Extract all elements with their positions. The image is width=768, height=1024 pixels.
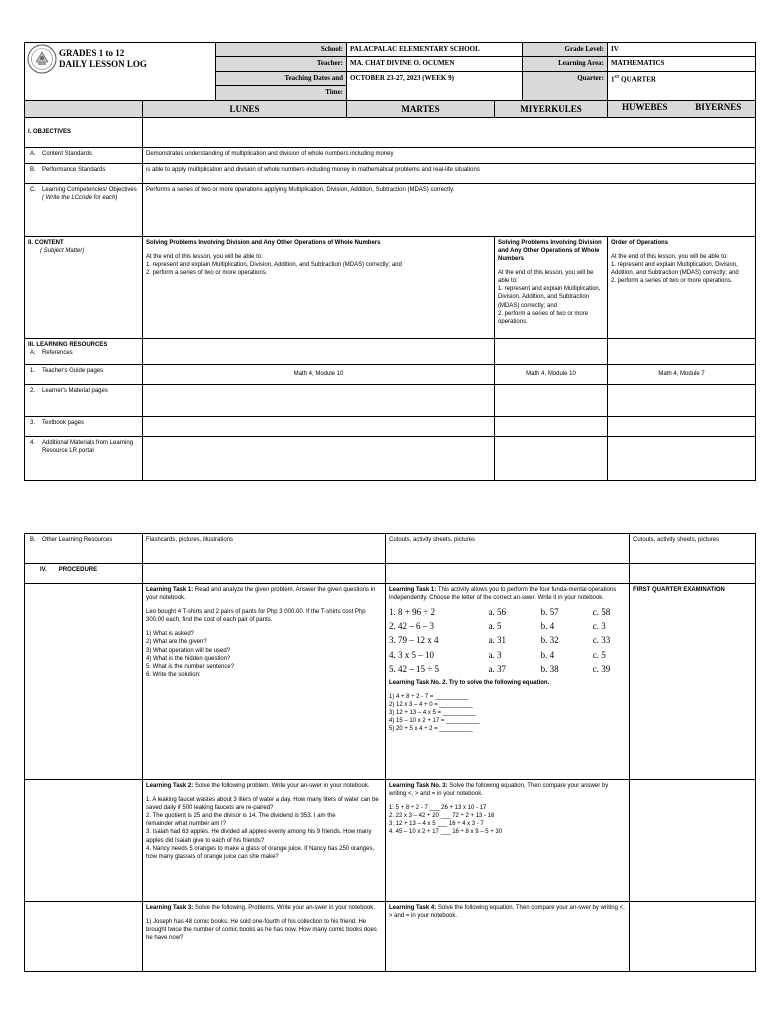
grade-label: Grade Level: [523,43,608,57]
other-resources-num: B. [30,537,36,543]
content-col3-title: Order of Operations [611,239,669,246]
dates-label-line1: Teaching Dates and [284,73,344,82]
mc-choice-a: a. 37 [488,663,507,674]
time-label: Time: [216,86,347,100]
mc-question: 2. 42 – 6 – 3 [389,621,434,632]
school-label: School: [216,43,347,57]
competencies-num: C. [30,186,36,193]
day-martes: MARTES [347,100,495,117]
content-col2-body: At the end of this lesson, you will be able to: 1. represent and explain Multiplication, Division, Addition, and Subtraction (MDAS) correctly; and 2. perform a series of two or more operations. [498,270,601,325]
school-value: PALACPALAC ELEMENTARY SCHOOL [347,43,523,57]
am-text: Additional Materials from Learning Resource LR portal [42,439,134,454]
content-standards-text: Content Standards [42,150,93,157]
day-miyerkules: MIYERKULES [495,100,608,117]
procedure-row3-label [25,902,143,972]
task3m-body: 1) Joseph has 48 comic books. He sold one-fourth of his collection to his friend. He brought twice the number of comic books as he has now. How many comic books does he have now? [146,919,377,942]
procedure-row2-label [25,780,143,902]
task3m-title: Learning Task 3: [146,905,194,911]
content-col2-title: Solving Problems Involving Division and Any Other Operations of Whole Numbers [498,239,602,263]
quarter-num: 1 [611,75,615,84]
dates-value: OCTOBER 23-27, 2023 (WEEK 9) [347,71,523,100]
mc-question: 1. 8 + 96 ÷ 2 [389,607,436,618]
competencies-label [25,183,143,236]
mc-choice-c: c. 3 [592,621,606,632]
task3w-intro: Solve the following equation. Then compare your answer by writing <, > and = in your notebook. [389,783,609,798]
procedure-row2-col3 [630,780,756,902]
tg-text: Teacher's Guide pages [42,367,104,374]
task1w-title: Learning Task 1: [389,587,437,593]
tg-col3: Math 4, Module 7 [608,364,756,384]
mc-choice-b: b. 57 [540,607,559,618]
references-num: A. [30,349,36,356]
content-col3-body: At the end of this lesson, you will be able to: 1. represent and explain Multiplication, Division, Addition, and Subtraction (MDAS) correctly; and 2. perform a series of two or more operations. [611,253,739,285]
task1-title: Learning Task 1: [146,587,194,593]
procedure-col1 [143,564,386,584]
other-resources-col1: Flashcards, pictures, illustrations [143,534,386,564]
mc-choice-a: a. 5 [488,621,502,632]
content-wednesday-thursday [495,236,608,338]
task3w-title: Learning Task No. 3: [389,783,448,789]
am-num: 4. [30,439,36,446]
mc-question: 3. 79 – 12 x 4 [389,635,439,646]
lesson-log-page-2 [24,533,756,972]
mc-choice-a: a. 56 [488,607,507,618]
lm-num: 2. [30,387,36,394]
deped-seal-icon [27,44,57,74]
task3w-body: 1. 5 + 8 ÷ 2 - 7 ___ 26 + 13 x 10 - 17 2. 22 x 3 – 42 + 20 ___ 72 ÷ 2 + 13 - 16 3. 12 + 13 – 4 x 5 ___ 16 ÷ 4 x 3 - 7 4. 45 – 10 x 2 + 17 ___ 16 ÷ 8 x 9 – 5 + 30 [389,805,503,836]
procedure-label [25,564,143,584]
task1-wednesday [386,584,630,780]
am-col1 [143,436,495,480]
other-resources-col3: Cutouts, activity sheets, pictures [630,534,756,564]
multiple-choice-table [389,605,626,676]
performance-standards-label [25,163,143,183]
lesson-log-page-1 [24,42,756,481]
mc-choice-a: a. 31 [488,635,507,646]
task4w-intro: Solve the following equation. Then compare your an-swer by writing <, > and = in your notebook. [389,905,625,920]
grade-value: IV [608,43,756,57]
quarter-label: Quarter: [523,71,608,100]
am-col3 [608,436,756,480]
procedure-row1-label [25,584,143,780]
am-label [25,436,143,480]
task1-problem: Leo bought 4 T-shirts and 2 pairs of pants for Php 3 000.00. If the T-shirts cost Php 300.00 each, find the cost of each pair of pants. [146,609,366,624]
procedure-col3 [630,564,756,584]
objectives-blank [143,117,756,147]
lm-label [25,384,143,416]
task2-title: Learning Task No. 2. Try to solve the following equation. [389,679,550,686]
area-value: MATHEMATICS [608,57,756,71]
day-huwebes: HUWEBES [622,101,668,112]
procedure-row3-col3 [630,902,756,972]
mc-question: 4. 3 x 5 – 10 [389,649,434,660]
mc-row [389,633,626,647]
mc-question: 5. 42 – 15 ÷ 5 [389,663,439,674]
tg-num: 1. [30,367,36,374]
performance-standards-num: B. [30,166,36,173]
quarter-rest: QUARTER [619,75,656,84]
header-logo-title [25,43,216,101]
tb-col1 [143,416,495,436]
mc-choice-c: c. 58 [592,607,611,618]
task3m-intro: Solve the following. Problems. Write your an-swer in your notebook. [193,905,375,911]
lm-col2 [495,384,608,416]
lm-text: Learner's Material pages [42,387,108,394]
mc-choice-c: c. 39 [592,663,611,674]
teacher-label: Teacher: [216,57,347,71]
content-standards-label [25,147,143,163]
lm-col1 [143,384,495,416]
other-resources-label [25,534,143,564]
resources-label-text: III. LEARNING RESOURCES [28,341,108,348]
task3-wednesday [386,780,630,902]
task2m-title: Learning Task 2: [146,783,194,789]
tg-label [25,364,143,384]
mc-row [389,605,626,619]
performance-standards-value: is able to apply multiplication and division of whole numbers including money in mathematical problems and real-life situations [143,163,756,183]
task2-equations: 1) 4 + 8 ÷ 2 - 7 = __________ 2) 12 x 3 – 4 + 0 = __________ 3) 12 + 13 – 4 x 5 = __________ 4) 15 – 10 x 2 + 17 = __________ 5) 20 + 5 x 4 ÷ 2 = __________ [389,693,480,733]
content-standards-num: A. [30,150,36,157]
task3-monday [143,902,386,972]
performance-standards-text: Performance Standards [42,166,106,173]
resources-col3 [608,338,756,364]
mc-row [389,619,626,633]
day-lunes: LUNES [143,100,347,117]
resources-col2 [495,338,608,364]
content-friday [608,236,756,338]
dates-label [216,71,347,85]
am-col2 [495,436,608,480]
procedure-col2 [386,564,630,584]
area-label: Learning Area: [523,57,608,71]
task1-intro: Read and analyze the given problem. Answer the given questions in your notebook. [146,587,376,602]
task4w-title: Learning Task 4: [389,905,437,911]
lm-col3 [608,384,756,416]
mc-choice-b: b. 38 [540,663,559,674]
content-standards-value: Demonstrates understanding of multiplication and division of whole numbers including money [143,147,756,163]
mc-row [389,662,626,676]
resources-col1 [143,338,495,364]
content-col1-body: At the end of this lesson, you will be able to: 1. represent and explain Multiplication, Division, Addition, and Subtraction (MDAS) correctly; and 2. perform a series of two or more operations. [146,253,402,277]
other-resources-col2: Cutouts, activity sheets, pictures [386,534,630,564]
mc-choice-c: c. 33 [592,635,611,646]
tb-col2 [495,416,608,436]
resources-label [25,338,143,364]
tg-col2: Math 4, Module 10 [495,364,608,384]
procedure-text: PROCEDURE [58,567,98,573]
objectives-label: I. OBJECTIVES [25,117,143,147]
task1-monday [143,584,386,780]
competencies-note: ( Write the LCcode for each) [42,194,118,201]
task2-monday [143,780,386,902]
references-text: References [42,349,73,356]
mc-choice-c: c. 5 [592,649,606,660]
content-monday-tuesday [143,236,495,338]
content-label [25,236,143,338]
mc-choice-b: b. 4 [540,621,555,632]
task2m-intro: Solve the following problem. Write your an-swer in your notebook. [193,783,370,789]
mc-row [389,648,626,662]
tg-col1: Math 4, Module 10 [143,364,495,384]
other-resources-text: Other Learning Resources [42,537,113,543]
mc-choice-b: b. 32 [540,635,559,646]
day-huwebes-biyernes [608,100,756,117]
tb-label [25,416,143,436]
task4-wednesday [386,902,630,972]
content-col1-title: Solving Problems Involving Division and Any Other Operations of Whole Numbers [146,239,381,246]
task2m-body: 1. A leaking faucet wastes about 3 liters of water a day. How many liters of water can be saved daily if 500 leaking faucets are re-paired? 2. The quotient is 25 and the divisor is 14. The dividend is 353. I am the remainder what number am I? 3. Isaiah had 63 apples. He divided all apples evenly among his 9 friends. How many apples did Isaiah give to each of his friends? 4. Nancy needs 5 oranges to make a glass of orange juice. If Nancy has 250 oranges, how many glasses of orange juice can she make? [146,797,379,860]
tb-text: Textbook pages [42,419,85,426]
mc-choice-a: a. 3 [488,649,502,660]
day-biyernes: BIYERNES [695,101,742,112]
mc-choice-b: b. 4 [540,649,555,660]
first-quarter-exam: FIRST QUARTER EXAMINATION [630,584,756,780]
quarter-value [608,71,756,100]
task1w-intro: This activity allows you to perform the four funda-mental operations independently. Choose the letter of the correct an-swer. Write it in your notebook. [389,587,617,602]
teacher-value: MA. CHAT DIVINE O. OCUMEN [347,57,523,71]
tb-col3 [608,416,756,436]
title-daily-lesson-log: DAILY LESSON LOG [59,59,147,69]
content-label-text: II. CONTENT [28,239,64,246]
title-grades: GRADES 1 to 12 [59,48,125,58]
day-header-blank [25,100,143,117]
procedure-num: IV. [40,567,47,573]
subject-matter-note: ( Subject Matter) [40,247,85,254]
competencies-text: Learning Competencies/ Objectives [42,186,137,193]
task1-questions: 1) What is asked? 2) What are the given? 3) What operation will be used? 4) What is the hidden question? 5. What is the number sentence? 6. Write the solution: [146,631,235,678]
competencies-value: Performs a series of two or more operations applying Multiplication, Division, Addition, Subtraction (MDAS) correctly. [143,183,756,236]
quarter-sup: ST [614,73,620,79]
tb-num: 3. [30,419,36,426]
